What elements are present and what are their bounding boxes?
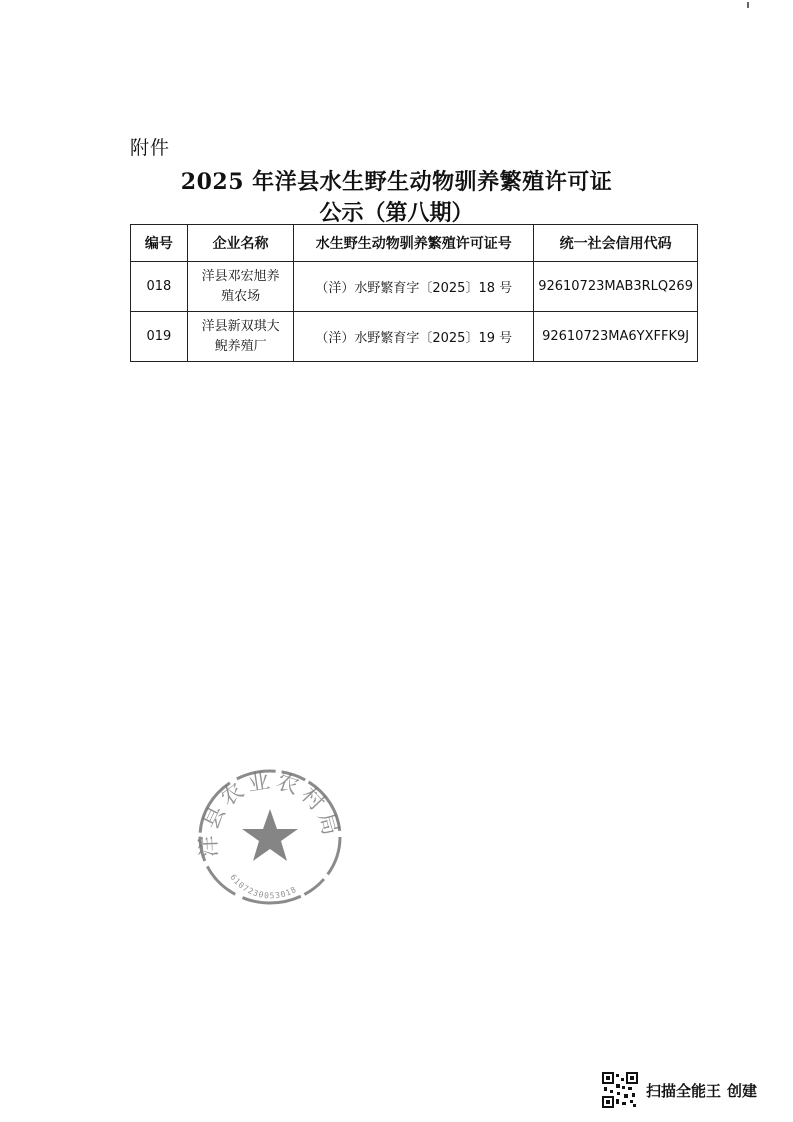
header-company-name: 企业名称 <box>187 225 293 262</box>
cell-number: 019 <box>131 312 188 362</box>
cell-company-name <box>187 312 293 362</box>
scanner-watermark <box>602 1070 757 1110</box>
cell-credit-code: 92610723MA6YXFFK9J <box>534 312 698 362</box>
document-title: 2025 年洋县水生野生动物驯养繁殖许可证 <box>180 169 613 195</box>
scanner-app-name: 扫描全能王 <box>646 1081 722 1100</box>
attachment-label: 附件 <box>130 137 171 159</box>
company-name-line: 洋县新双琪大 <box>201 318 280 334</box>
seal-text: 洋县农业农村局 <box>196 768 344 858</box>
cell-number: 018 <box>131 262 188 312</box>
company-name-line: 殖农场 <box>221 288 261 304</box>
svg-text:6107230053018 <box>228 873 298 901</box>
scanner-action: 创建 <box>727 1081 758 1100</box>
table-row <box>131 262 698 312</box>
company-name-line: 鲵养殖厂 <box>214 338 267 354</box>
permit-table <box>130 224 698 362</box>
table-header-row <box>131 225 698 262</box>
official-seal-icon <box>190 765 350 915</box>
cell-permit-number: （洋）水野繁育字〔2025〕19 号 <box>294 312 534 362</box>
scan-mark <box>747 2 749 8</box>
header-credit-code: 统一社会信用代码 <box>534 225 698 262</box>
seal-number: 6107230053018 <box>228 872 299 901</box>
cell-permit-number: （洋）水野繁育字〔2025〕18 号 <box>294 262 534 312</box>
cell-company-name <box>187 262 293 312</box>
cell-credit-code: 92610723MAB3RLQ269 <box>534 262 698 312</box>
header-permit-number: 水生野生动物驯养繁殖许可证号 <box>294 225 534 262</box>
header-number: 编号 <box>131 225 188 262</box>
document-subtitle: 公示（第八期） <box>319 200 474 226</box>
company-name-line: 洋县邓宏旭养 <box>201 268 280 284</box>
table-row <box>131 312 698 362</box>
qr-code-icon <box>602 1072 638 1108</box>
